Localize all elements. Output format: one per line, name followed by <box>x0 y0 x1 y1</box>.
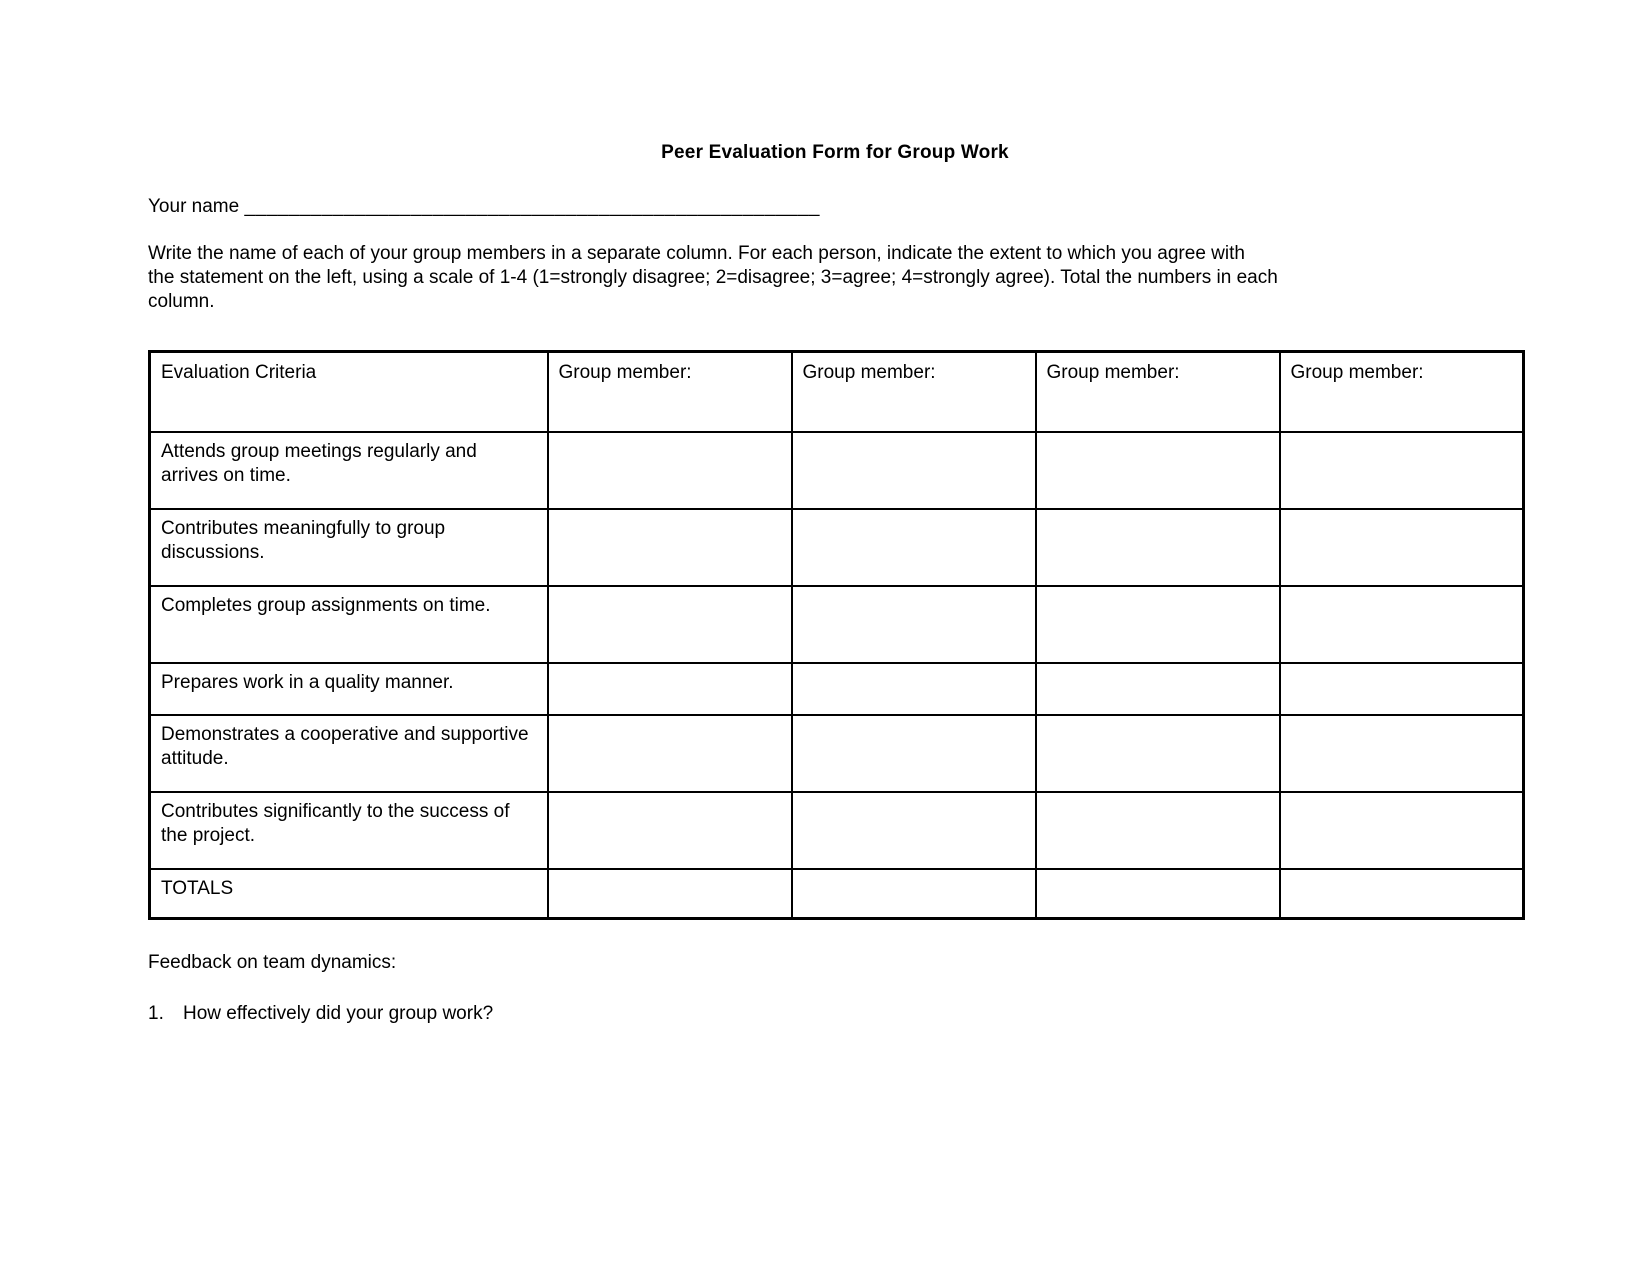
criteria-quality-work: Prepares work in a quality manner. <box>150 663 548 715</box>
score-cell[interactable] <box>548 509 792 586</box>
your-name-line <box>148 194 1522 220</box>
totals-label: TOTALS <box>150 869 548 919</box>
your-name-blank-field[interactable]: ____________________________________________________ <box>244 196 820 217</box>
table-row <box>150 432 1524 509</box>
score-cell[interactable] <box>548 432 792 509</box>
score-cell[interactable] <box>792 715 1036 792</box>
header-group-member-4[interactable]: Group member: <box>1280 352 1524 432</box>
instructions-line: the statement on the left, using a scale of 1-4 (1=strongly disagree; 2=disagree; 3=agree; 4=strongly agree). Total the numbers in each <box>148 267 1278 288</box>
score-cell[interactable] <box>1280 715 1524 792</box>
header-group-member-3[interactable]: Group member: <box>1036 352 1280 432</box>
score-cell[interactable] <box>1036 586 1280 663</box>
your-name-label: Your name <box>148 196 240 217</box>
header-group-member-1[interactable]: Group member: <box>548 352 792 432</box>
table-row <box>150 792 1524 869</box>
criteria-completes-assignments: Completes group assignments on time. <box>150 586 548 663</box>
score-cell[interactable] <box>1280 663 1524 715</box>
feedback-heading: Feedback on team dynamics: <box>148 952 397 973</box>
document-content <box>148 0 1522 1026</box>
criteria-project-success: Contributes significantly to the success of the project. <box>150 792 548 869</box>
table-row <box>150 509 1524 586</box>
header-evaluation-criteria: Evaluation Criteria <box>150 352 548 432</box>
instructions-line: Write the name of each of your group members in a separate column. For each person, indicate the extent to which you agree with <box>148 243 1245 264</box>
page-title: Peer Evaluation Form for Group Work <box>661 142 1009 163</box>
score-cell[interactable] <box>1036 715 1280 792</box>
score-cell[interactable] <box>792 432 1036 509</box>
instructions-paragraph <box>148 242 1522 314</box>
score-cell[interactable] <box>1036 663 1280 715</box>
score-cell[interactable] <box>548 792 792 869</box>
table-row <box>150 715 1524 792</box>
score-cell[interactable] <box>1280 509 1524 586</box>
score-cell[interactable] <box>1036 432 1280 509</box>
score-cell[interactable] <box>548 586 792 663</box>
question-1-text: How effectively did your group work? <box>183 1003 494 1024</box>
total-cell[interactable] <box>548 869 792 919</box>
question-1-number: 1. <box>148 1003 164 1024</box>
score-cell[interactable] <box>1036 792 1280 869</box>
instructions-line: column. <box>148 291 215 312</box>
total-cell[interactable] <box>1036 869 1280 919</box>
score-cell[interactable] <box>792 509 1036 586</box>
criteria-cooperative-attitude: Demonstrates a cooperative and supportive attitude. <box>150 715 548 792</box>
criteria-contributes-discussions: Contributes meaningfully to group discussions. <box>150 509 548 586</box>
table-header-row <box>150 352 1524 432</box>
score-cell[interactable] <box>792 663 1036 715</box>
total-cell[interactable] <box>1280 869 1524 919</box>
table-row <box>150 663 1524 715</box>
criteria-attends-meetings: Attends group meetings regularly and arrives on time. <box>150 432 548 509</box>
score-cell[interactable] <box>1280 586 1524 663</box>
score-cell[interactable] <box>1280 432 1524 509</box>
peer-evaluation-table <box>148 350 1525 920</box>
totals-row <box>150 869 1524 919</box>
score-cell[interactable] <box>792 792 1036 869</box>
score-cell[interactable] <box>1280 792 1524 869</box>
score-cell[interactable] <box>792 586 1036 663</box>
total-cell[interactable] <box>792 869 1036 919</box>
question-1 <box>148 1002 1522 1026</box>
score-cell[interactable] <box>548 715 792 792</box>
score-cell[interactable] <box>548 663 792 715</box>
header-group-member-2[interactable]: Group member: <box>792 352 1036 432</box>
score-cell[interactable] <box>1036 509 1280 586</box>
table-row <box>150 586 1524 663</box>
